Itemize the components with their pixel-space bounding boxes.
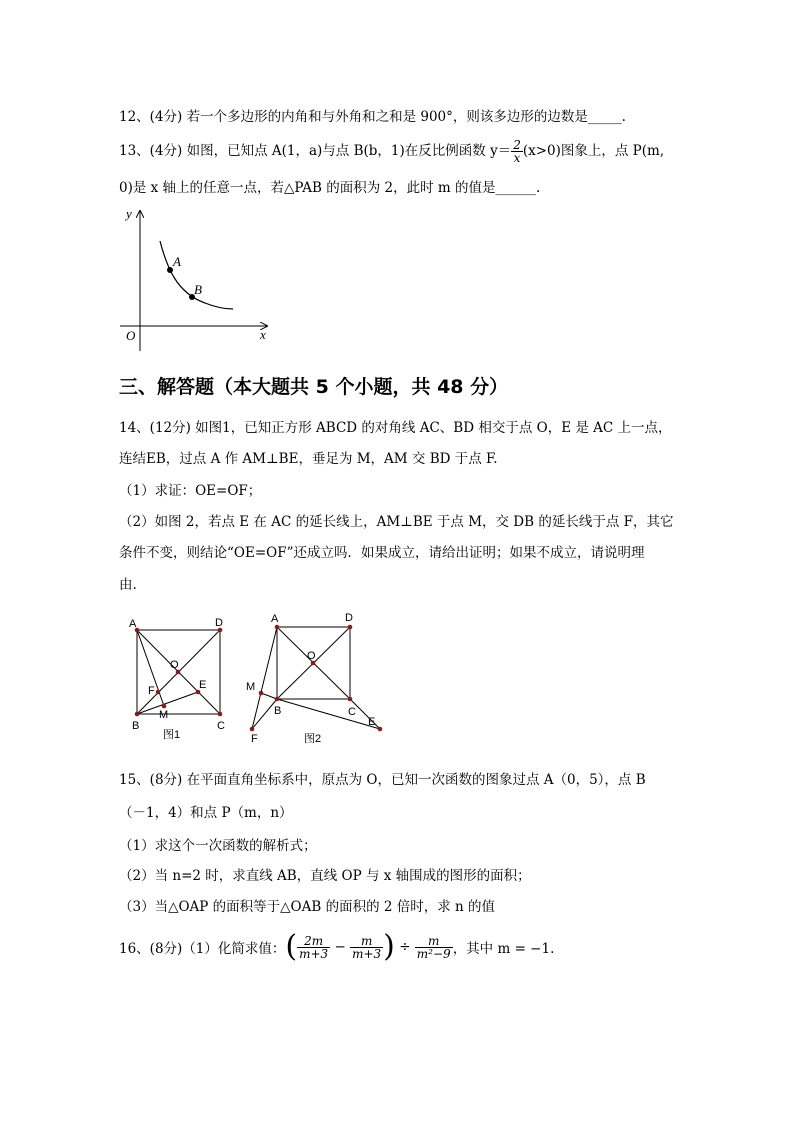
- section3-heading: 三、解答题（本大题共 5 个小题，共 48 分）: [119, 376, 509, 398]
- q13-fraction: [511, 139, 523, 164]
- fig1-label-m: M: [159, 709, 169, 721]
- fig2-label-e: E: [368, 716, 376, 728]
- fig2-label-c: C: [348, 706, 356, 718]
- fig1-label-e: E: [199, 679, 207, 691]
- q14-figure2: [240, 605, 390, 750]
- q13-y-label: y: [126, 206, 132, 221]
- q16-divide: ÷: [399, 939, 411, 955]
- q13-x-label: x: [260, 327, 266, 342]
- q16-line: [119, 929, 555, 964]
- q15-part2: （2）当 n=2 时，求直线 AB，直线 OP 与 x 轴围成的图形的面积；: [119, 868, 531, 884]
- q14-part2-line2: 条件不变，则结论“OE=OF”还成立吗．如果成立，请给出证明；如果不成立，请说明理: [119, 545, 645, 561]
- q13-frac-den: x: [513, 151, 521, 165]
- fig2-label-b: B: [274, 705, 282, 717]
- fig2-label-o: O: [307, 650, 316, 662]
- q16-left-paren: (: [285, 929, 298, 964]
- fig2-label-d: D: [345, 612, 353, 624]
- q14-figure1: [125, 612, 240, 747]
- q13-frac-num: 2: [513, 138, 521, 152]
- q15-line1: 15、(8分) 在平面直角坐标系中，原点为 O，已知一次函数的图象过点 A（0，5），点 B: [119, 772, 646, 788]
- q14-line1: 14、(12分) 如图1，已知正方形 ABCD 的对角线 AC、BD 相交于点 O，E 是 AC 上一点，: [119, 420, 672, 436]
- fig2-label-m: M: [246, 681, 256, 693]
- fig1-label-b: B: [132, 720, 140, 732]
- q16-f2-den: m+3: [352, 946, 382, 961]
- q13-line1: [119, 139, 664, 164]
- q13-line1-pre: 13、(4分) 如图，已知点 A(1，a)与点 B(b，1)在反比例函数 y＝: [119, 143, 512, 159]
- q13-curve: [160, 241, 233, 309]
- q16-prefix: 16、(8分)（1）化简求值：: [119, 941, 286, 957]
- q15-part1: （1）求这个一次函数的解析式；: [119, 838, 317, 854]
- q16-f3-den: m²−9: [416, 946, 451, 961]
- q16-fraction2: [350, 935, 383, 960]
- q13-o-label: O: [126, 328, 136, 343]
- q14-part2-line3: 由.: [119, 577, 137, 593]
- q15-line2: （－1，4）和点 P（m，n）: [119, 805, 293, 821]
- q15-part3: （3）当△OAP 的面积等于△OAB 的面积的 2 倍时，求 n 的值: [119, 899, 496, 915]
- q16-minus: −: [334, 939, 346, 955]
- fig2-caption: 图2: [304, 733, 322, 745]
- fig1-caption: 图1: [163, 729, 181, 741]
- fig2-segment-mb: [261, 693, 277, 699]
- q16-fraction1: [297, 935, 330, 960]
- q14-part1: （1）求证：OE=OF；: [119, 483, 262, 499]
- fig2-label-a: A: [271, 613, 279, 625]
- fig1-label-a: A: [129, 618, 137, 630]
- q14-line2: 连结EB，过点 A 作 AM⊥BE，垂足为 M，AM 交 BD 于点 F.: [119, 451, 498, 467]
- q13-figure: [115, 203, 275, 353]
- q13-b-label: B: [194, 282, 202, 297]
- fig1-label-c: C: [217, 720, 225, 732]
- q16-right-paren: ): [383, 929, 395, 964]
- q16-f2-num: m: [350, 935, 383, 948]
- q14-part2-line1: （2）如图 2，若点 E 在 AC 的延长线上，AM⊥BE 于点 M，交 DB 的延长线于点 F，其它: [119, 514, 674, 530]
- fig1-label-d: D: [215, 617, 223, 629]
- q16-f1-den: m+3: [299, 946, 329, 961]
- q13-a-label: A: [173, 254, 181, 269]
- fig1-label-f: F: [148, 685, 155, 697]
- q13-line1-post: (x>0)图象上，点 P(m,: [522, 143, 665, 159]
- q16-f1-num: 2m: [297, 935, 330, 948]
- q16-f3-num: m: [415, 935, 453, 948]
- q12-text: 12、(4分) 若一个多边形的内角和与外角和之和是 900°，则该多边形的边数是_____.: [119, 109, 626, 125]
- q16-fraction3: [415, 935, 453, 960]
- q16-suffix: ，其中 m = −1.: [452, 941, 555, 957]
- fig1-label-o: O: [170, 659, 179, 671]
- fig2-label-f: F: [251, 733, 258, 745]
- q13-line2: 0)是 x 轴上的任意一点，若△PAB 的面积为 2，此时 m 的值是______.: [119, 180, 541, 196]
